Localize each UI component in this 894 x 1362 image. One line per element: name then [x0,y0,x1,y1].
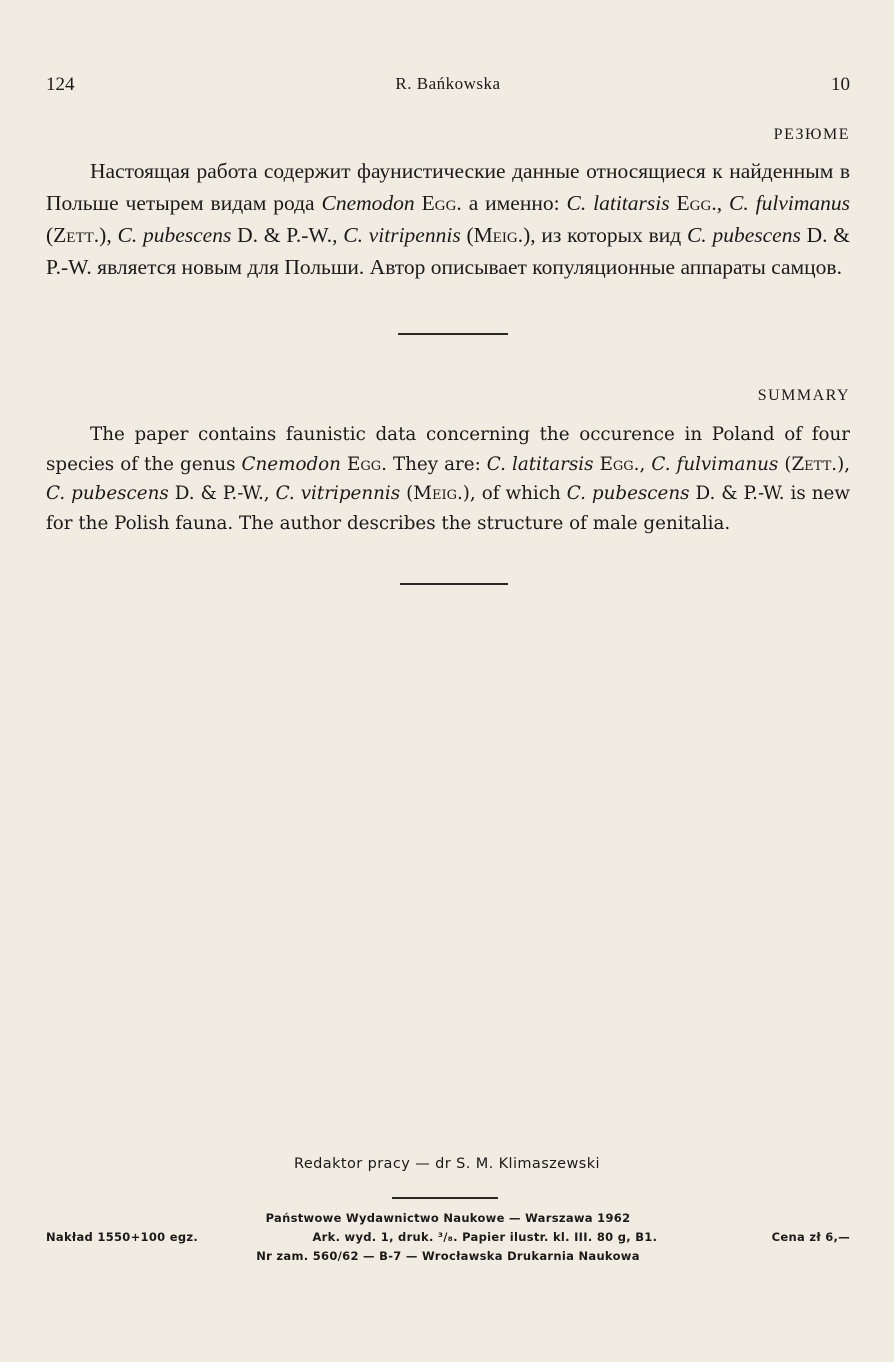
author-abbrev: Meig. [413,483,463,504]
author-abbrev: Zett. [791,453,838,475]
resume-text: ( [46,223,54,247]
author-abbrev: Zett. [53,223,100,247]
resume-text: ), из которых вид [523,223,687,247]
summary-text: ( [778,453,792,475]
imprint-divider [392,1197,498,1199]
print-run: Nakład 1550+100 egz. [46,1230,199,1244]
species-name: C. pubescens [117,223,232,247]
species-name: C. latitarsis [486,453,594,475]
species-name: C. fulvimanus [729,191,851,215]
species-name: C. pubescens [686,223,801,247]
resume-text [670,191,677,215]
resume-title: РЕЗЮМЕ [773,126,850,143]
section-divider [400,583,508,585]
author-abbrev: Meig. [473,223,524,247]
summary-text: They are: [386,453,487,475]
summary-paragraph [46,420,850,538]
species-name: C. vitripennis [343,223,461,247]
price: Cena zł 6,— [771,1230,850,1244]
section-divider [398,333,508,335]
author-abbrev: Egg. [599,453,640,475]
summary-text: D. & P.-W. is new for the Polish fauna. The author describes the structure of male genitalia. [46,483,850,534]
publisher-line: Państwowe Wydawnictwo Naukowe — Warszawa 1962 [265,1211,631,1225]
resume-text: , [716,191,730,215]
imprint-details [46,1230,850,1244]
author-abbrev: Egg. [421,191,462,215]
sheet-details: Ark. wyd. 1, druk. ³/₈. Papier ilustr. kl. III. 80 g, B1. [312,1230,658,1244]
resume-text [415,191,422,215]
summary-text: ( [400,483,414,504]
resume-text: D. & P.-W. является новым для Польши. Автор описывает копуляционные аппараты самцов. [46,223,850,279]
author-abbrev: Egg. [346,453,387,475]
genus-name: Cnemodon [241,453,341,475]
summary-text: ), [837,453,851,475]
summary-text: The paper contains faunistic data concerning the occurence in Poland of four species of the genus [46,424,850,475]
resume-text: ), [99,223,118,247]
species-name: C. pubescens [566,483,690,504]
resume-text: Настоящая работа содержит фаунистические данные относящиеся к найденным в Польше четырем видам рода [46,159,850,215]
order-line: Nr zam. 560/62 — B-7 — Wrocławska Drukarnia Naukowa [256,1249,640,1263]
resume-text: а именно: [461,191,567,215]
author-abbrev: Egg. [676,191,717,215]
species-name: C. latitarsis [566,191,670,215]
genus-name: Cnemodon [321,191,415,215]
species-name: C. vitripennis [275,483,401,504]
resume-text: ( [460,223,474,247]
summary-text: , [639,453,652,475]
summary-text: D. & P.-W., [168,483,276,504]
running-author: R. Bańkowska [395,74,501,93]
species-name: C. pubescens [46,483,169,504]
editor-line: Redaktor pracy — dr S. M. Klimaszewski [294,1156,600,1172]
summary-title: SUMMARY [757,387,850,404]
page-number: 124 [46,74,75,95]
running-header [46,72,850,100]
resume-paragraph [46,155,850,283]
issue-number: 10 [831,74,850,95]
summary-text: ), of which [462,483,567,504]
species-name: C. fulvimanus [651,453,779,475]
resume-text: D. & P.-W., [231,223,344,247]
